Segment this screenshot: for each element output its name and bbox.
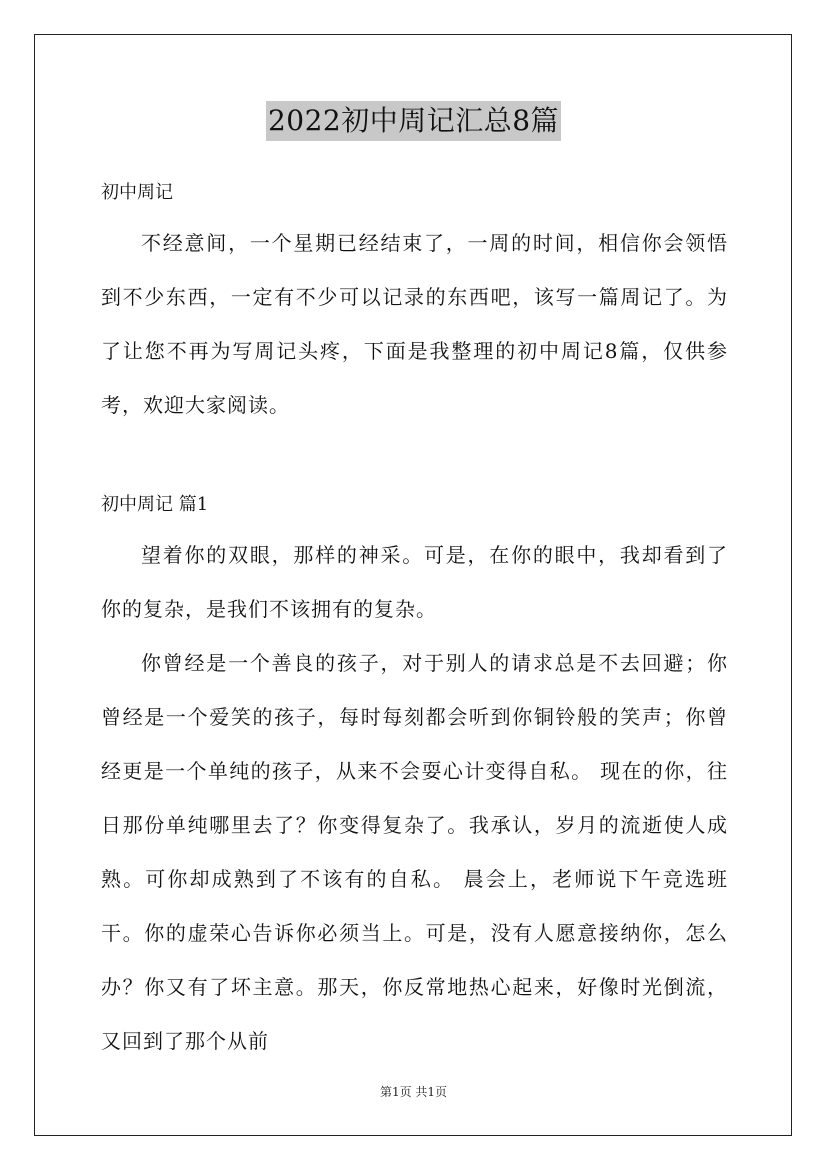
intro-heading: 初中周记 (101, 182, 173, 203)
title-container (0, 101, 827, 141)
section-1-paragraph-2: 你曾经是一个善良的孩子，对于别人的请求总是不去回避；你曾经是一个爱笑的孩子，每时每刻都会听到你铜铃般的笑声；你曾经更是一个单纯的孩子，从来不会耍心计变得自私。 现在的你，往日那份单纯哪里去了？你变得复杂了。我承认，岁月的流逝使人成熟。可你却成熟到了不该有的自私。 晨会上，老师说下午竞选班干。你的虚荣心告诉你必须当上。可是，没有人愿意接纳你，怎么办？你又有了坏主意。那天，你反常地热心起来，好像时光倒流，又回到了那个从前 (101, 651, 728, 1053)
document-body (101, 170, 728, 1068)
section-gap (101, 432, 728, 482)
section-1-paragraph-1: 望着你的双眼，那样的神采。可是，在你的眼中，我却看到了你的复杂，是我们不该拥有的复杂。 (101, 543, 728, 621)
page-footer: 第1页 共1页 (379, 1085, 448, 1099)
section-1-heading: 初中周记 篇1 (101, 494, 209, 515)
document-title: 2022初中周记汇总8篇 (266, 101, 561, 141)
intro-paragraph: 不经意间，一个星期已经结束了，一周的时间，相信你会领悟到不少东西，一定有不少可以记录的东西吧，该写一篇周记了。为了让您不再为写周记头疼，下面是我整理的初中周记8篇，仅供参考，欢迎大家阅读。 (101, 231, 728, 417)
